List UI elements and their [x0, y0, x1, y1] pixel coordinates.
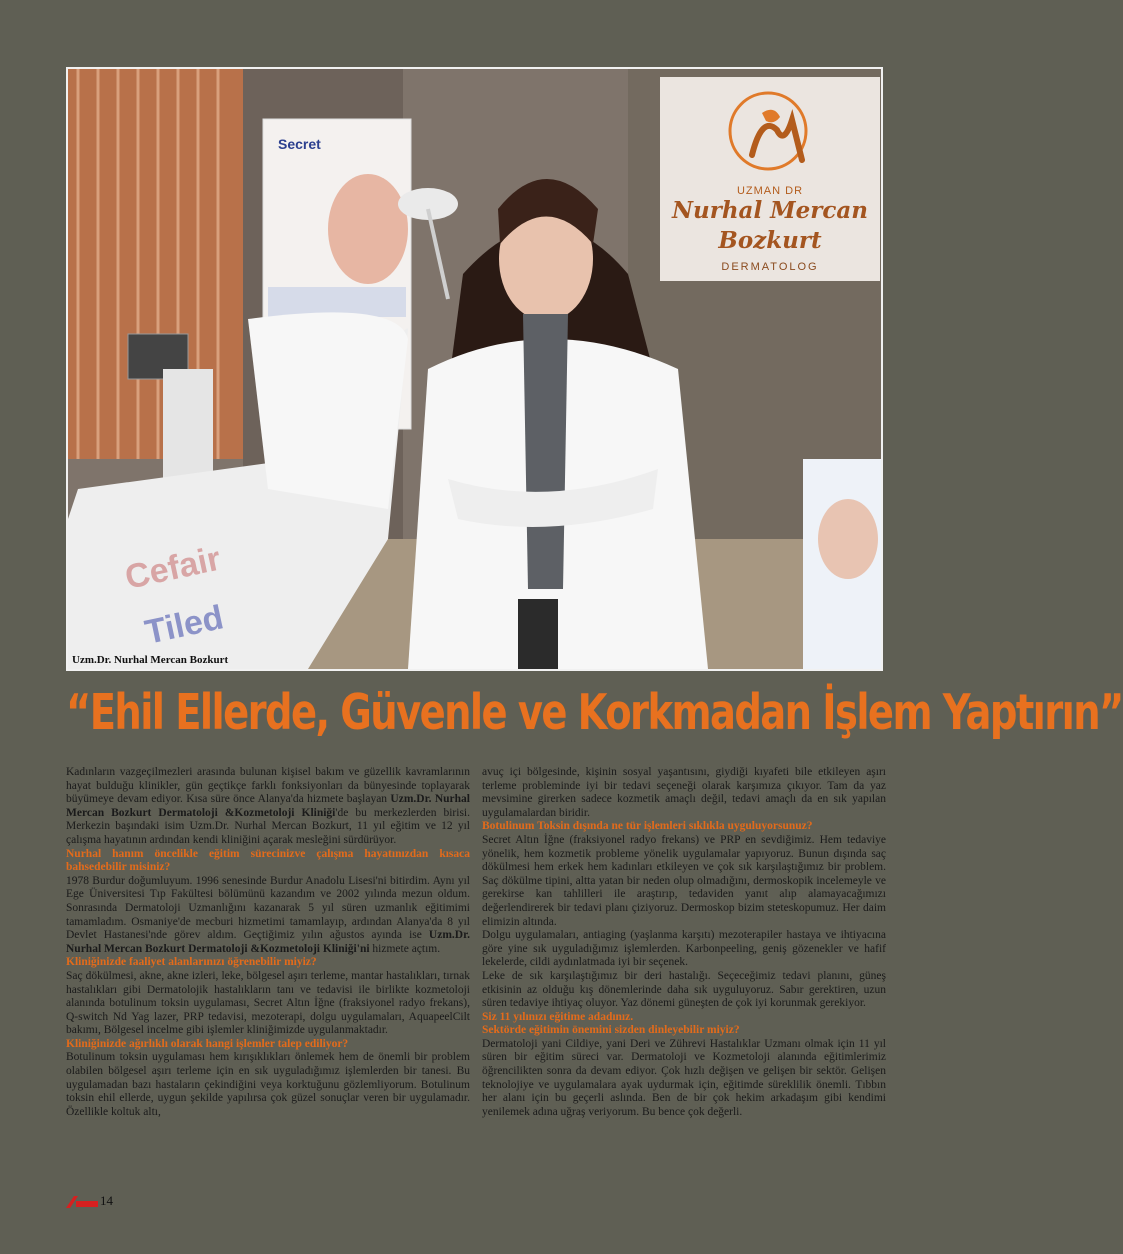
logo-name-line1: Nurhal Mercan	[671, 197, 869, 224]
svg-text:Cefair: Cefair	[121, 539, 224, 597]
text-run: hizmete açtım.	[369, 942, 441, 955]
svg-text:Tiled: Tiled	[141, 598, 227, 652]
article-column-right	[482, 766, 886, 1119]
logo-emblem-icon	[722, 85, 818, 181]
photo-caption: Uzm.Dr. Nurhal Mercan Bozkurt	[72, 654, 229, 666]
logo-name-line2: Bozkurt	[718, 227, 822, 254]
article-headline: “Ehil Ellerde, Güvenle ve Korkmadan İşlem Yaptırın”	[66, 684, 1123, 742]
page-number	[66, 1193, 113, 1209]
logo-title: UZMAN DR	[736, 185, 804, 197]
question-heading: Sektörde eğitimin önemini sizden dinleyebilir miyiz?	[482, 1024, 740, 1037]
question-heading: Kliniğinizde ağırlıklı olarak hangi işlemler talep ediliyor?	[66, 1037, 349, 1050]
paragraph: Dolgu uygulamaları, antiaging (yaşlanma karşıtı) mezoterapiler hastaya ve ihtiyacına göre yine sık uyguladığımız işlemlerden. Karbonpeeling, geniş gözenekler ve hafif lekelerde, cildi aydınlatmada iyi bir seçenek.	[482, 929, 886, 969]
magazine-logo-icon	[66, 1196, 100, 1208]
paragraph: Secret Altın İğne (fraksiyonel radyo frekans) ve PRP en sevdiğimiz. Hem tedaviye yönelik, hem kozmetik probleme yönelik uygulamalar yapıyoruz. Bunun dışında saç dökülmesi hem erkek hem kadınları etkileyen ve çok sık karşılaştığımız bir problem. Saç dökülme tipini, altta yatan bir neden olup olmadığını, dermoskopik incelemeyle ve gerekirse kan tahlilleri ile araştırıp, tedaviden yanıt alıp alamayacağımızı değerlendirerek bir tedavi planı çiziyoruz. Dermoskop bizim steteskopumuz. Her daim elimizin altında.	[482, 833, 886, 928]
svg-text:Secret: Secret	[278, 136, 321, 152]
question-heading: Kliniğinizde faaliyet alanlarınızı öğrenebilir miyiz?	[66, 956, 317, 969]
paragraph: Dermatoloji yani Cildiye, yani Deri ve Zührevi Hastalıklar Uzmanı olmak için 11 yıl süren bir eğitim süreci var. Dermatoloji ve Kozmetoloji alanında eğitimlerimiz öğrencilikten sonra da devam ediyor. Çok hızlı değişen ve gelişen bir sektör. Gelişen teknolojiye ve uygulamalara ayak uydurmak için, eğitimde süreklilik önemli. Tıbbın her alanı için bu geçerli aslında. Ben de bir çok hekim arkadaşım gibi kendimi yenilemek adına uğraş veriyorum. Bu bence çok değerli.	[482, 1037, 886, 1118]
paragraph: avuç içi bölgesinde, kişinin sosyal yaşantısını, giydiği kıyafeti bile etkileyen aşırı terleme probleminde iyi bir tedavi seçeneği olarak karşımıza çıkıyor. Tam da yaz mevsimine girerken sadece kozmetik amaçlı değil, tedavi amaçlı da en sık yapılan uygulamalardan biridir.	[482, 766, 886, 819]
clinic-name: Uzm.Dr. Nurhal Mercan Bozkurt Dermatoloji &Kozmetoloji Kliniği'ni	[66, 929, 470, 955]
paragraph	[66, 875, 470, 957]
question-heading: Botulinum Toksin dışında ne tür işlemleri sıklıkla uyguluyorsunuz?	[482, 820, 813, 833]
doctor-photo	[66, 67, 883, 671]
paragraph	[66, 766, 470, 848]
text-run: 1978 Burdur doğumluyum. 1996 senesinde Burdur Anadolu Lisesi'ni bitirdim. Aynı yıl Ege Üniversitesi Tıp Fakültesi bölümünü kazandım ve 2002 yılında mezun oldum. Sonrasında Dermatoloji Uzmanlığını kazanarak 5 yıl süren uzmanlık eğitimimi tamamladım. Osmaniye'de mecburi hizmetimi tamamlayıp, ardından Alanya'da 8 yıl Devlet Hastanesi'nde görev aldım. Geçtiğimiz yılın ağustos ayında ise	[66, 874, 470, 942]
text-run: Kadınların vazgeçilmezleri arasında bulunan kişisel bakım ve güzellik kavramlarının hayat bulduğu klinikler, gün geçtikçe farklı fonksiyonları da bünyesinde toplayarak büyümeye devam ediyor. Kısa süre önce Alanya'da hizmete başlayan	[66, 766, 470, 806]
paragraph: Leke de sık karşılaştığımız bir deri hastalığı. Seçeceğimiz tedavi planını, güneş etkisinin az olduğu kış dönemlerinde daha sık uyguluyoruz. Sabır gerektiren, uzun süren tedaviye ihtiyaç oluyor. Yaz dönemi güneşten de çok iyi korunmak gerekiyor.	[482, 969, 886, 1010]
clinic-name: Uzm.Dr. Nurhal Mercan Bozkurt Dermatoloji &Kozmetoloji Kliniği	[66, 793, 470, 819]
clinic-logo	[660, 77, 880, 281]
text-run: 'de bu merkezlerden birisi. Merkezin başındaki isim Uzm.Dr. Nurhal Mercan Bozkurt, 11 yıl eğitim ve 12 yıl çalışma hayatının ardından kendi kliniğini açarak mesleğini sürdürüyor.	[66, 806, 470, 846]
article-column-left	[66, 766, 470, 1119]
paragraph: Saç dökülmesi, akne, akne izleri, leke, bölgesel aşırı terleme, mantar hastalıkları, tırnak hastalıkları gibi Dermatolojik hastalıkların tanı ve tedavisi ile birlikte kozmetoloji alanında botulinum toksin uygulaması, Secret Altın İğne (fraksiyonel radyo frekans), Q-switch Nd Yag lazer, PRP tedavisi, mezoterapi, dolgu uygulamaları, AquapeelCilt bakımı, Bölgesel incelme gibi işlemler kliniğimizde uygulanmaktadır.	[66, 969, 470, 1037]
question-heading: Siz 11 yılınızı eğitime adadınız.	[482, 1010, 634, 1023]
page-number-text: 14	[100, 1193, 113, 1208]
paragraph: Botulinum toksin uygulaması hem kırışıklıkları önlemek hem de önemli bir problem olabilen bölgesel aşırı terleme için en sık uyguladığımız işlemlerden bir tanesi. Bu uygulamadan bazı hastaların çekindiğini veya korktuğunu gözlemliyorum. Botulinum toksin ehil ellerde, uygun şekilde yapılırsa çok güzel sonuçlar veren bir uygulamadır. Özellikle koltuk altı,	[66, 1051, 470, 1118]
question-heading: Nurhal hanım öncelikle eğitim sürecinizve çalışma hayatınızdan kısaca bahsedebilir misiniz?	[66, 847, 470, 874]
logo-subtitle: DERMATOLOG	[721, 261, 819, 273]
